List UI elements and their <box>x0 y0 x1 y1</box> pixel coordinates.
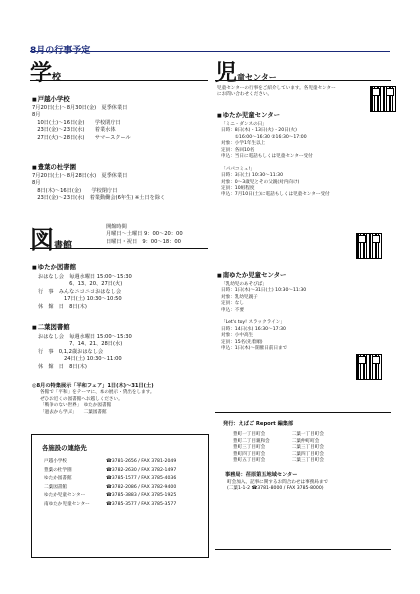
center-1 <box>217 110 367 199</box>
text-line: 定員：15名(先着順) <box>221 339 263 345</box>
contact-row <box>44 467 208 476</box>
library-hours-weekday: 月曜日〜土曜日 9：00〜20：00 <box>106 231 183 238</box>
school-2-name: ■ 豊葉の杜学園 <box>32 162 208 171</box>
text-line: 8日(木)〜16日(金) 学校閉庁日 <box>32 187 118 194</box>
qr-code-center-1 <box>356 233 382 259</box>
contact-phone: ☎3782-2086 / FAX 3782-9400 <box>106 484 177 490</box>
text-line: 休 館 日 8日(木) <box>38 303 87 310</box>
center-1-name: ■ ゆたか児童センター <box>217 110 367 119</box>
publisher-item: 豊町四丁目町会 <box>233 451 266 457</box>
text-line: 定員：10組程度 <box>221 186 255 192</box>
school-small: 校 <box>52 73 62 83</box>
text-line: 行 事 0,1,2歳おはなし会 <box>38 348 104 355</box>
publisher-item: 二葉三丁目町会 <box>291 458 324 464</box>
text-line: 24日(土) 10:30〜11:00 <box>38 356 122 363</box>
contact-name: ゆたか児童センター <box>44 493 86 498</box>
contact-phone: ☎3785-3577 / FAX 3785-3577 <box>106 501 177 507</box>
text-line: おはなし会 毎週水曜日 15:00〜15:30 <box>38 334 132 340</box>
publisher-box <box>215 412 391 550</box>
library-2-name: ■ 二葉図書館 <box>32 322 208 331</box>
center-1-lines <box>217 122 367 199</box>
text-line: 「戦争のない世界」 ゆたか図書館 <box>40 403 112 409</box>
publisher-item: 二葉一丁目町会 <box>291 432 324 438</box>
library-hours-title: 開館時間 <box>106 224 127 230</box>
text-line: 10日(土)〜16日(金) 学校閉庁日 <box>32 119 121 126</box>
page-title: 8月の行事予定 <box>30 46 91 56</box>
center-heading <box>215 56 391 86</box>
contact-name: 二葉図書館 <box>44 484 67 490</box>
school-big: 学 <box>30 61 53 86</box>
contacts-list <box>44 458 208 509</box>
school-1-name: ■ 戸越小学校 <box>32 94 208 103</box>
text-line: 「過去から学ぶ」 二葉図書館 <box>40 409 107 415</box>
text-line: ぜひお近くの図書館へお越しください。 <box>40 396 123 402</box>
text-line: 対象：乳幼児親子 <box>221 294 258 300</box>
contact-row <box>44 501 208 510</box>
contact-name: 豊葉の杜学園 <box>44 467 72 473</box>
text-line: 7月20日(土)〜8月30日(金) 夏季休業日 <box>32 105 128 111</box>
text-line: 「パパコミュ!」 <box>221 166 255 172</box>
publisher-item: 豊町五丁目町会 <box>233 458 266 464</box>
publisher-col-2 <box>292 432 324 464</box>
school-1 <box>32 94 208 142</box>
publisher-columns <box>233 432 391 464</box>
text-line: 日時：1日(木)〜31日(土) 10:30〜11:30 <box>221 288 307 294</box>
center-intro-2: にお問い合わせください。 <box>217 92 273 98</box>
library-2-lines <box>32 334 208 371</box>
text-line: 休 館 日 8日(木) <box>38 363 87 370</box>
text-line: 定員：各回10名 <box>221 147 255 153</box>
text-line: 対象：小学1年生以上 <box>221 141 266 147</box>
text-line: 8月 <box>32 112 41 119</box>
contact-phone: ☎3785-1577 / FAX 3785-4036 <box>106 476 177 481</box>
contact-phone: ☎3781-2656 / FAX 3781-2049 <box>106 459 177 464</box>
text-line: 23日(金)〜23日(水) 着業水体 <box>32 127 116 134</box>
school-1-lines <box>32 105 208 142</box>
publisher-office-line-1: 町会加入、記事に関するお問合わせは事務局まで <box>227 479 329 485</box>
publisher-item: 豊町一丁目町会 <box>233 432 266 438</box>
text-line: 申込：7月10日(土)に電話もしくは児童センター受付 <box>221 192 330 198</box>
publisher-office-line-2: (二葉1-1-2 ☎3781-8000 / FAX 3785-8000) <box>227 486 324 492</box>
publisher-item: 二葉仲町町会 <box>291 438 320 444</box>
text-line: 申込：不要 <box>221 307 244 313</box>
contacts-title: 各施設の連絡先 <box>42 444 87 452</box>
library-hours <box>106 224 183 246</box>
text-line: 27日(火)〜28日(水) サマースクール <box>32 134 131 141</box>
contacts-box <box>31 434 209 558</box>
library-1-lines <box>32 274 208 311</box>
center-2-lines <box>217 282 367 352</box>
publisher-item: 豊町三丁目町会 <box>233 445 266 451</box>
publisher-item: 豊町二丁目親和会 <box>233 438 270 444</box>
contact-row <box>44 458 208 467</box>
qr-code-center <box>370 86 396 112</box>
text-line: 「ミニ・ダンスの日」 <box>221 122 267 127</box>
contact-phone: ☎3785-3883 / FAX 3785-1925 <box>106 493 177 498</box>
contact-name: 戸越小学校 <box>44 459 67 464</box>
text-line: 17日(土) 10:30〜10:50 <box>38 296 122 303</box>
text-line: 8月 <box>32 180 41 187</box>
text-line: 行 事 みんなニコニコおはなし会 <box>38 288 122 295</box>
publisher-col-1 <box>233 432 270 464</box>
library-note-title: ◎8月の特集展示「平和フェア」1日(木)〜31日(土) <box>32 383 154 389</box>
contact-row <box>44 475 208 484</box>
contact-phone: ☎3782-2630 / FAX 3782-1497 <box>106 467 177 473</box>
text-line: 各館で「平和」をテーマに、本の展示・貸出をします。 <box>40 390 155 396</box>
center-big: 児 <box>215 61 238 86</box>
contact-row <box>44 492 208 501</box>
text-line: 対象：小中高生 <box>221 333 254 339</box>
school-2 <box>32 162 208 203</box>
library-note <box>32 383 210 416</box>
header-bar <box>30 38 390 56</box>
text-line: 「Let's toy! スラックライン」 <box>221 320 285 326</box>
contact-row <box>44 484 208 493</box>
text-line: 申込：当日に電話もしくは児童センター受付 <box>221 154 313 160</box>
library-note-lines <box>32 390 210 416</box>
text-line: 日時：8日(木)・13日(火)・20日(火) <box>221 128 297 134</box>
publisher-item: 二葉四丁目町会 <box>291 451 324 457</box>
school-2-lines <box>32 173 208 203</box>
center-2-name: ■ 南ゆたか児童センター <box>217 270 367 279</box>
text-line: 対象：0〜3歳児とその父親(対内向け) <box>221 179 300 185</box>
library-hours-holiday: 日曜日・祝日 9：00〜18：00 <box>106 238 181 245</box>
text-line: 日時：3日(土) 10:30〜11:30 <box>221 173 284 179</box>
contact-name: 南ゆたか児童センター <box>44 501 90 507</box>
library-1-name: ■ ゆたか図書館 <box>32 262 208 271</box>
text-line: 7月20日(土)〜8月28日(水) 夏季休業日 <box>32 173 128 179</box>
text-line: 「乳幼児のあそびば」 <box>221 282 267 287</box>
publisher-office: 事務局：荏原第五地域センター <box>225 472 298 479</box>
text-line: 定員：なし <box>221 301 244 307</box>
text-line: 23日(金)〜23日(水) 着業動働会(6年生) ※土日を除く <box>32 195 166 202</box>
center-2 <box>217 270 367 352</box>
school-heading <box>30 56 208 86</box>
publisher-title: 発行：えばご Report 編集部 <box>223 421 294 427</box>
text-line: 日時：14日(水) 16:30〜17:30 <box>221 326 286 332</box>
library-small: 書館 <box>54 241 73 251</box>
center-intro-1: 児童センターの行事をご紹介しています。各児童センター <box>217 86 336 91</box>
library-2 <box>32 322 208 371</box>
text-line: おはなし会 毎週水曜日 15:00〜15:30 <box>38 274 132 280</box>
contact-name: ゆたか図書館 <box>44 476 72 481</box>
qr-code-center-2 <box>356 354 382 380</box>
text-line: 申込：1日(木)〜開催日前日まで <box>221 346 288 352</box>
center-small: 童センター <box>237 73 277 82</box>
text-line: 7、14、21、28日(水) <box>38 341 123 348</box>
text-line: 6、13、20、27日(火) <box>38 281 123 288</box>
library-1 <box>32 262 208 311</box>
center-intro <box>217 86 367 99</box>
publisher-item: 二葉三丁目町会 <box>291 445 324 451</box>
library-big: 図 <box>30 226 54 254</box>
text-line: ①16:00〜16:30 ②16:30〜17:00 <box>221 134 307 140</box>
